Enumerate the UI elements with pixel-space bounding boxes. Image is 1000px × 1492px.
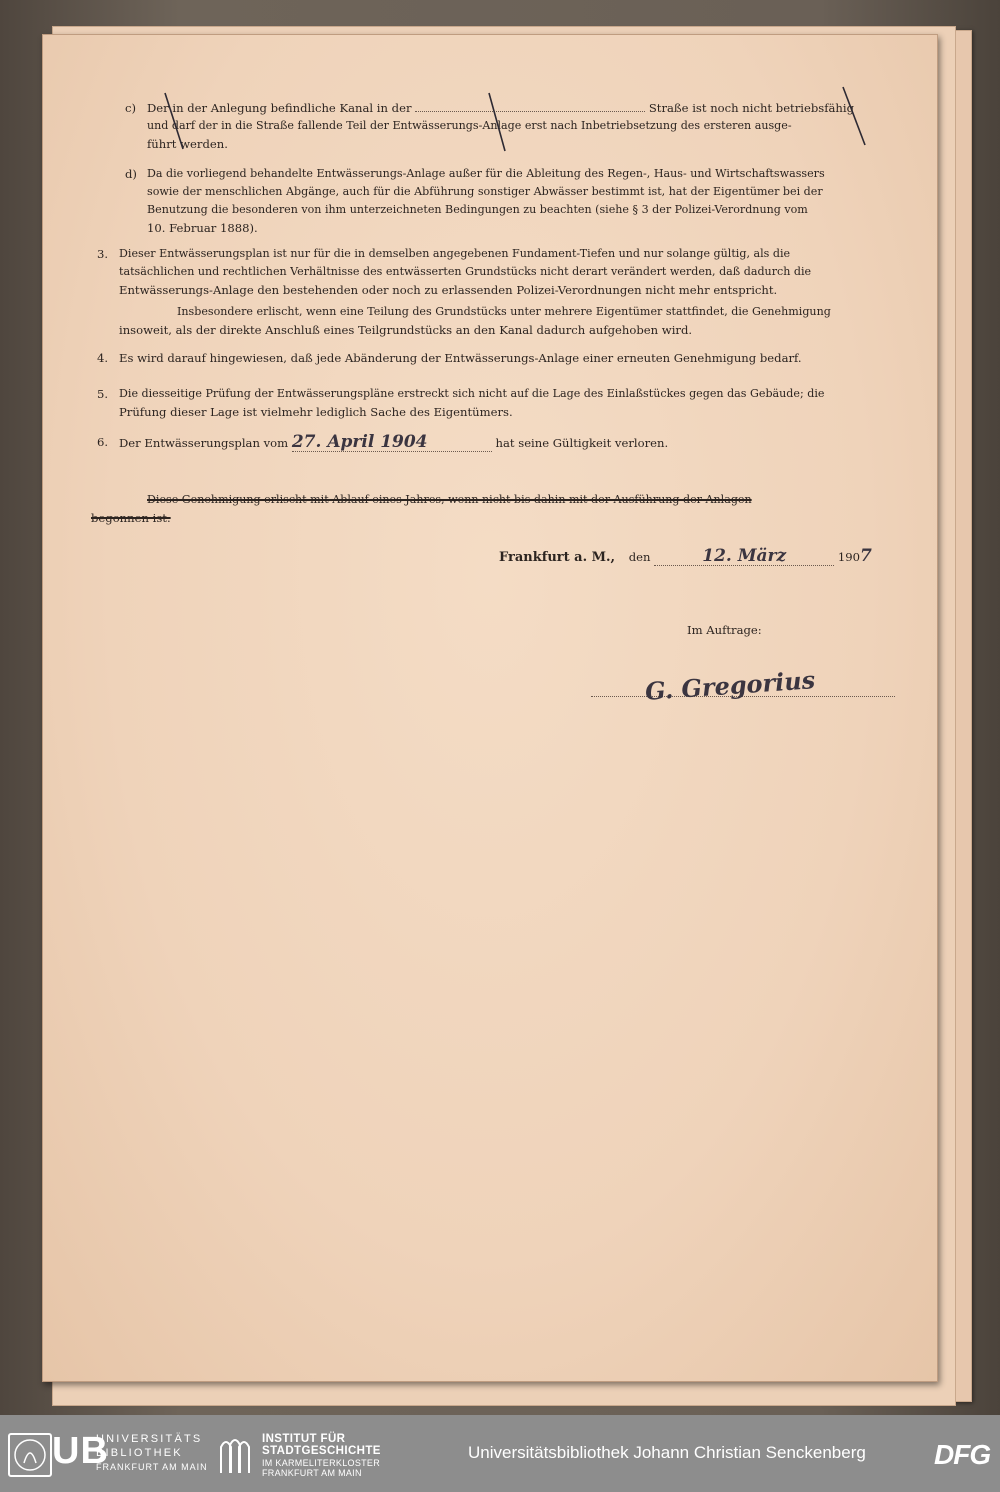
inst-line-1: INSTITUT FÜR — [262, 1433, 346, 1445]
document-text — [43, 35, 937, 1381]
den-label: den — [628, 550, 651, 564]
institute-arches-icon — [218, 1433, 252, 1475]
im-auftrage: Im Auftrage: — [687, 623, 762, 637]
library-name: Universitätsbibliothek Johann Christian Senckenberg — [468, 1443, 866, 1462]
university-seal-icon — [8, 1433, 52, 1477]
item-d-line-2: sowie der menschlichen Abgänge, auch für die Abführung sonstiger Abwässer bestimmt ist, hat der Eigentümer bei der — [147, 185, 823, 198]
pen-slash-middle — [489, 93, 505, 151]
signature: G. Gregorius — [644, 665, 817, 706]
item-d-line-1: Da die vorliegend behandelte Entwässerungs-Anlage außer für die Ableitung des Regen-, Haus- und Wirtschaftswassers — [147, 167, 825, 180]
item-3-line-5: insoweit, als der direkte Anschluß eines Teilgrundstücks an den Kanal dadurch aufgehoben wird. — [119, 323, 693, 337]
item-d-line-3: Benutzung die besonderen von ihm unterzeichneten Bedingungen zu beachten (siehe § 3 der Polizei-Verordnung vom — [147, 203, 808, 216]
item-c-label: c) — [125, 101, 137, 115]
ub-letters: UB — [52, 1430, 109, 1472]
item-6-label: 6. — [97, 435, 109, 449]
item-d-line-4: 10. Februar 1888). — [147, 221, 258, 235]
item-3-line-2: tatsächlichen und rechtlichen Verhältnisse des entwässerten Grundstücks nicht derart verändert werden, daß dadurch die — [119, 265, 812, 278]
item-6-prefix: Der Entwässerungsplan vom — [119, 436, 289, 450]
handwritten-plan-date: 27. April 1904 — [292, 433, 492, 452]
footer-bar — [0, 1415, 1000, 1492]
inst-line-2: STADTGESCHICHTE — [262, 1445, 381, 1457]
item-c-line-1: Der in der Anlegung befindliche Kanal in der Straße ist noch nicht betriebsfähig — [147, 101, 855, 115]
item-6-suffix: hat seine Gültigkeit verloren. — [495, 436, 669, 450]
inst-line-3: IM KARMELITERKLOSTER — [262, 1458, 381, 1468]
item-5-line-2: Prüfung dieser Lage ist vielmehr lediglich Sache des Eigentümers. — [119, 405, 513, 419]
ub-line-3: FRANKFURT AM MAIN — [96, 1462, 208, 1472]
item-4-label: 4. — [97, 351, 109, 365]
pen-slash-left — [165, 93, 183, 149]
inst-line-4: FRANKFURT AM MAIN — [262, 1468, 362, 1478]
item-3-label: 3. — [97, 247, 109, 261]
year-prefix: 190 — [837, 550, 861, 564]
ub-line-2: BIBLIOTHEK — [96, 1447, 183, 1459]
item-5-line-1: Die diesseitige Prüfung der Entwässerungspläne erstreckt sich nicht auf die Lage des Einlaßstückes gegen das Gebäude; die — [119, 387, 825, 400]
item-3-line-1: Dieser Entwässerungsplan ist nur für die in demselben angegebenen Fundament-Tiefen und nur solange gültig, als die — [119, 247, 791, 260]
struck-line-1: Diese Genehmigung erlischt mit Ablauf eines Jahres, wenn nicht bis dahin mit der Ausführung der Anlagen — [147, 493, 752, 506]
item-c-line-3: führt werden. — [147, 137, 228, 151]
pen-slash-right — [843, 87, 865, 145]
item-d-label: d) — [125, 167, 137, 181]
item-4-line-1: Es wird darauf hingewiesen, daß jede Abänderung der Entwässerungs-Anlage einer erneuten Genehmigung bedarf. — [119, 351, 802, 365]
handwritten-day: 12. März — [654, 547, 834, 566]
pen-strike-marks — [43, 35, 937, 755]
item-3-line-4: Insbesondere erlischt, wenn eine Teilung des Grundstücks unter mehrere Eigentümer stattfindet, die Genehmigung — [177, 305, 831, 318]
item-5-label: 5. — [97, 387, 109, 401]
document-page — [42, 34, 938, 1382]
handwritten-year: 7 — [860, 546, 872, 566]
place-name: Frankfurt a. M., — [499, 550, 616, 565]
ub-line-1: UNIVERSITÄTS — [96, 1433, 203, 1445]
dfg-logo: DFG — [934, 1439, 991, 1470]
struck-line-2: begonnen ist. — [91, 511, 171, 525]
item-c-line-2: und darf der in die Straße fallende Teil der Entwässerungs-Anlage erst nach Inbetriebsetzung des ersteren ausge- — [147, 119, 792, 132]
item-3-line-3: Entwässerungs-Anlage den bestehenden oder noch zu erlassenden Polizei-Verordnungen nicht mehr entspricht. — [119, 283, 778, 297]
